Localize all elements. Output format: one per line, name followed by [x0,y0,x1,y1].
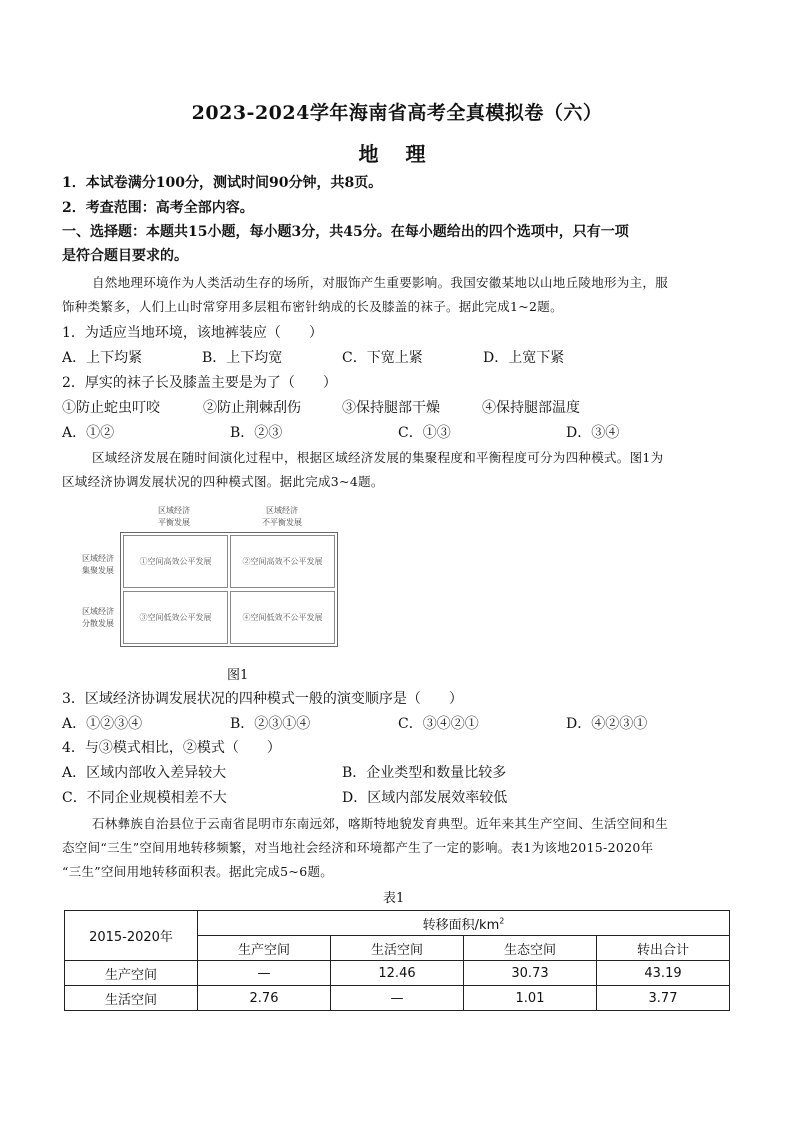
figure-1 [76,505,338,647]
q1-option-d: D．上宽下紧 [483,350,565,366]
figure-col2-header-line1: 区域经济 [266,506,298,515]
table-1-caption: 表1 [383,891,405,906]
q1-option-a: A．上下均紧 [62,350,143,366]
figure-col1-header-line2: 平衡发展 [158,518,190,527]
table-group-header-text: 转移面积/km [422,917,500,933]
table-col-header: 生活空间 [331,936,464,961]
table-col-header: 转出合计 [597,936,730,961]
table-group-header-sup: 2 [499,916,505,926]
q2-item-2: ②防止荆棘刮伤 [203,400,301,416]
table-cell: 30.73 [464,961,597,986]
figure-cell-4: ④空间低效不公平发展 [230,591,335,644]
q2-option-b: B．②③ [230,425,283,441]
figure-col1-header [124,505,224,529]
figure-cell-2: ②空间高效不公平发展 [230,535,335,588]
table-corner-cell: 2015-2020年 [65,911,198,961]
figure-row1-label [76,553,120,577]
table-cell: 3.77 [597,986,730,1011]
passage3-line1: 石林彝族自治县位于云南省昆明市东南远郊，喀斯特地貌发育典型。近年来其生产空间、生活空间和生 [92,816,669,831]
figure-1-caption: 图1 [227,668,249,683]
q3-option-d: D．④②③① [566,716,648,732]
passage1-line1: 自然地理环境作为人类活动生存的场所，对服饰产生重要影响。我国安徽某地以山地丘陵地形为主，服 [92,275,669,290]
q2-option-d: D．③④ [566,425,620,441]
passage3-line2: 态空间“三生”空间用地转移频繁，对当地社会经济和环境都产生了一定的影响。表1为该地2015-2020年 [62,840,654,855]
table-1 [64,910,730,1011]
exam-title: 2023-2024学年海南省高考全真模拟卷（六） [191,102,603,124]
table-cell: 1.01 [464,986,597,1011]
table-col-header: 生态空间 [464,936,597,961]
q3-stem: 3．区域经济协调发展状况的四种模式一般的演变顺序是（ ） [62,691,463,707]
section-heading-line2: 是符合题目要求的。 [62,248,188,264]
passage1-line2: 饰种类繁多，人们上山时常穿用多层粗布密针纳成的长及膝盖的袜子。据此完成1~2题。 [62,299,563,314]
q3-option-c: C．③④②① [398,716,479,732]
figure-row2-label [76,606,120,630]
figure-cell-1: ①空间高效公平发展 [123,535,228,588]
figure-cell-3: ③空间低效公平发展 [123,591,228,644]
q3-option-a: A．①②③④ [62,716,143,732]
table-col-header: 生产空间 [198,936,331,961]
table-cell: — [331,986,464,1011]
table-row-label: 生产空间 [65,961,198,986]
table-cell: 2.76 [198,986,331,1011]
q2-stem: 2．厚实的袜子长及膝盖主要是为了（ ） [62,375,337,391]
passage3-line3: “三生”空间用地转移面积表。据此完成5~6题。 [62,864,334,879]
q2-item-3: ③保持腿部干燥 [342,400,440,416]
q4-stem: 4．与③模式相比，②模式（ ） [62,740,281,756]
figure-row2-label-line2: 分散发展 [82,619,114,628]
instruction-2: 2．考查范围：高考全部内容。 [62,200,254,216]
q1-option-b: B．上下均宽 [202,350,283,366]
q4-option-c: C．不同企业规模相差不大 [62,790,227,806]
figure-row1-label-line2: 集聚发展 [82,566,114,575]
q1-option-c: C．下宽上紧 [342,350,423,366]
figure-col1-header-line1: 区域经济 [158,506,190,515]
passage2-line2: 区域经济协调发展状况的四种模式图。据此完成3~4题。 [62,474,384,489]
figure-row1-label-line1: 区域经济 [82,554,114,563]
q2-option-a: A．①② [62,425,115,441]
section-heading-line1: 一、选择题：本题共15小题，每小题3分，共45分。在每小题给出的四个选项中，只有一项 [62,224,629,240]
q1-stem: 1．为适应当地环境，该地裤装应（ ） [62,325,323,341]
passage2-line1: 区域经济发展在随时间演化过程中，根据区域经济发展的集聚程度和平衡程度可分为四种模式。图1为 [92,450,664,465]
q4-option-b: B．企业类型和数量比较多 [342,765,507,781]
q2-option-c: C．①③ [398,425,451,441]
table-cell: 43.19 [597,961,730,986]
table-header-row [65,911,730,936]
q4-option-d: D．区域内部发展效率较低 [342,790,508,806]
table-group-header [198,911,730,936]
table-row [65,986,730,1011]
q3-option-b: B．②③①④ [230,716,311,732]
figure-row2-label-line1: 区域经济 [82,607,114,616]
q2-item-1: ①防止蛇虫叮咬 [62,400,160,416]
table-cell: 12.46 [331,961,464,986]
table-row-label: 生活空间 [65,986,198,1011]
instruction-1: 1．本试卷满分100分，测试时间90分钟，共8页。 [62,175,383,191]
figure-col2-header [232,505,332,529]
subject-title: 地 理 [358,142,436,166]
q2-item-4: ④保持腿部温度 [482,400,580,416]
table-cell: — [198,961,331,986]
figure-col2-header-line2: 不平衡发展 [262,518,302,527]
q4-option-a: A．区域内部收入差异较大 [62,765,227,781]
table-row [65,961,730,986]
